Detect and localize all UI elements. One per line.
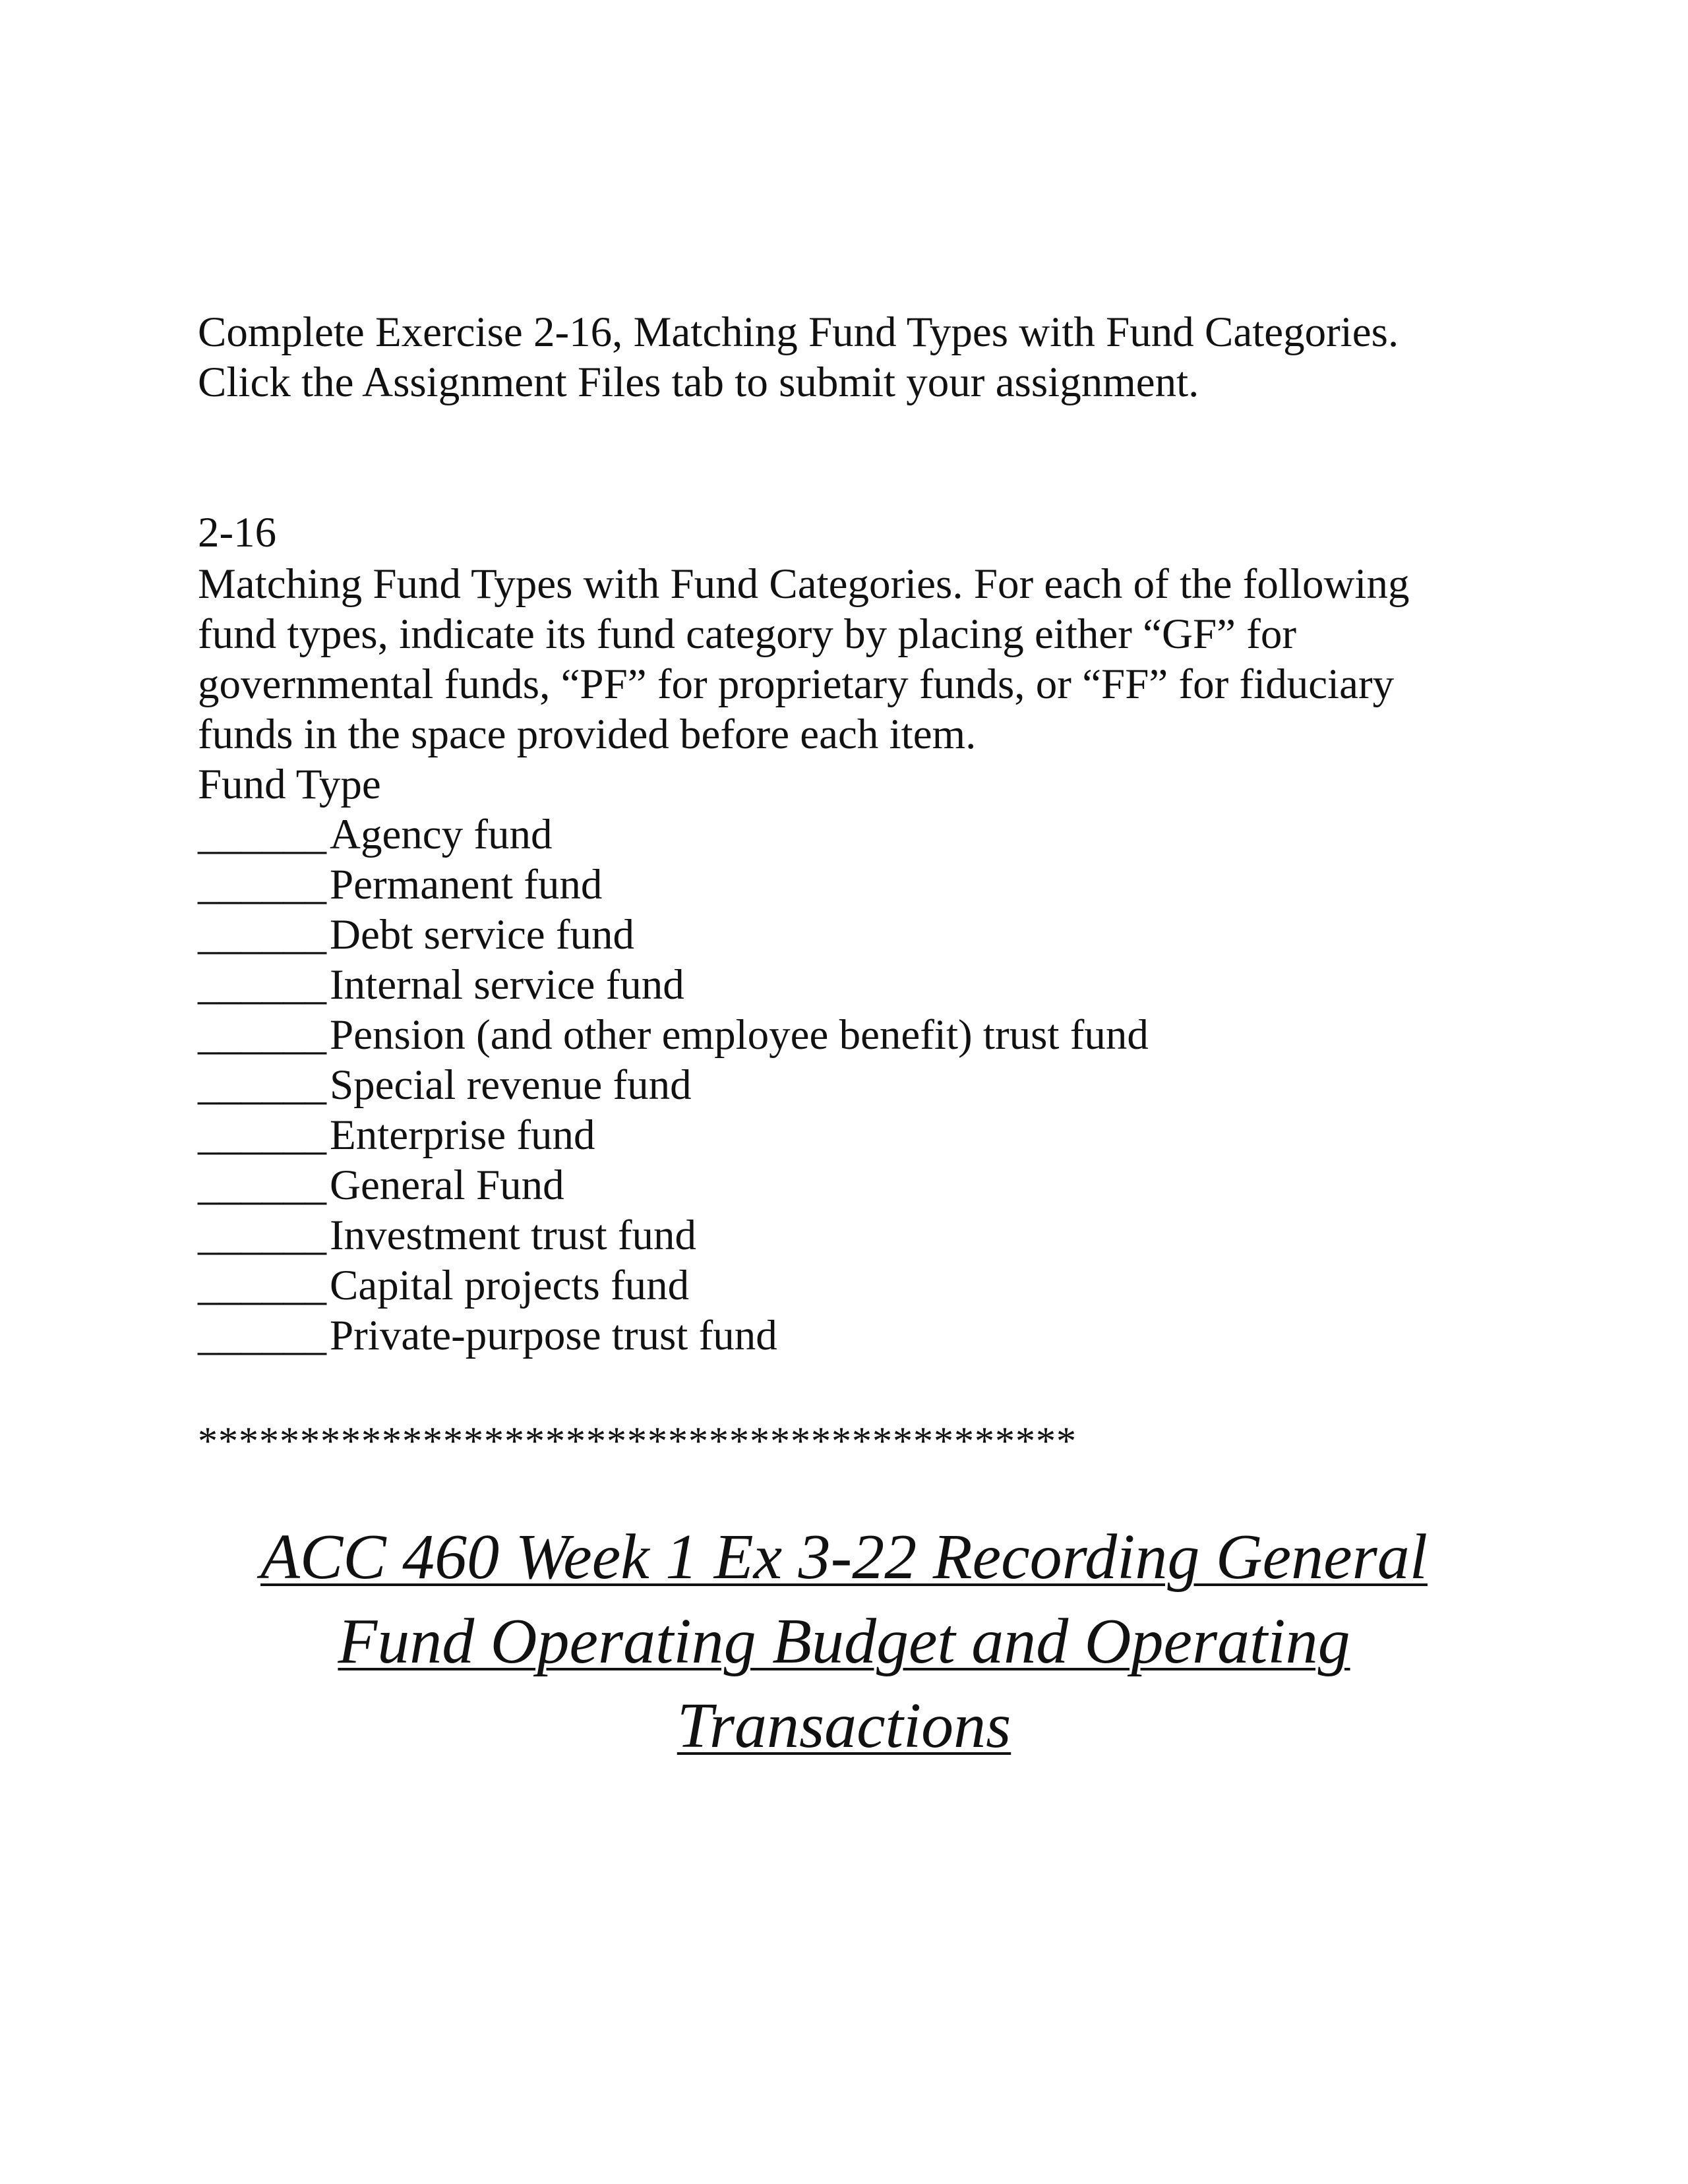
list-item — [198, 1110, 595, 1160]
instruction-line-1: Matching Fund Types with Fund Categories. For each of the following — [198, 560, 1410, 608]
fund-type-label: Special revenue fund — [330, 1061, 692, 1109]
list-header: Fund Type — [198, 761, 381, 808]
answer-blank: ______ — [198, 1011, 326, 1059]
answer-blank: ______ — [198, 1162, 326, 1209]
fund-type-label: Enterprise fund — [330, 1111, 595, 1159]
heading-line-2: Fund Operating Budget and Operating — [338, 1606, 1350, 1677]
list-item — [198, 1210, 696, 1260]
answer-blank: ______ — [198, 1111, 326, 1159]
instruction-line-4: funds in the space provided before each item. — [198, 711, 977, 758]
list-item — [198, 1060, 692, 1110]
intro-line-2: Click the Assignment Files tab to submit your assignment. — [198, 359, 1199, 406]
fund-type-label: Investment trust fund — [330, 1212, 697, 1259]
list-item — [198, 1260, 689, 1311]
fund-type-label: Agency fund — [330, 811, 553, 858]
exercise-number: 2-16 — [198, 509, 277, 556]
fund-type-label: Debt service fund — [330, 911, 635, 959]
list-item — [198, 810, 553, 860]
list-item — [198, 960, 684, 1010]
list-item — [198, 1160, 564, 1210]
answer-blank: ______ — [198, 1061, 326, 1109]
separator-asterisks: ******************************************* — [198, 1419, 1077, 1463]
answer-blank: ______ — [198, 861, 326, 908]
list-item — [198, 910, 634, 960]
list-item — [198, 1010, 1149, 1060]
fund-type-label: Pension (and other employee benefit) trust fund — [330, 1011, 1149, 1059]
instruction-line-3: governmental funds, “PF” for proprietary funds, or “FF” for fiduciary — [198, 661, 1395, 708]
fund-type-label: Private-purpose trust fund — [330, 1312, 777, 1359]
instruction-line-2: fund types, indicate its fund category by placing either “GF” for — [198, 610, 1297, 658]
answer-blank: ______ — [198, 961, 326, 1009]
heading-line-1: ACC 460 Week 1 Ex 3-22 Recording General — [260, 1521, 1428, 1593]
fund-type-label: Internal service fund — [330, 961, 684, 1009]
answer-blank: ______ — [198, 1312, 326, 1359]
list-item — [198, 860, 602, 910]
fund-type-label: General Fund — [330, 1162, 564, 1209]
fund-type-label: Permanent fund — [330, 861, 603, 908]
answer-blank: ______ — [198, 911, 326, 959]
intro-line-1: Complete Exercise 2-16, Matching Fund Types with Fund Categories. — [198, 309, 1399, 356]
answer-blank: ______ — [198, 811, 326, 858]
answer-blank: ______ — [198, 1212, 326, 1259]
fund-type-label: Capital projects fund — [330, 1262, 690, 1309]
list-item — [198, 1311, 777, 1361]
section-heading — [198, 1515, 1490, 1768]
answer-blank: ______ — [198, 1262, 326, 1309]
heading-line-3: Transactions — [677, 1690, 1011, 1761]
